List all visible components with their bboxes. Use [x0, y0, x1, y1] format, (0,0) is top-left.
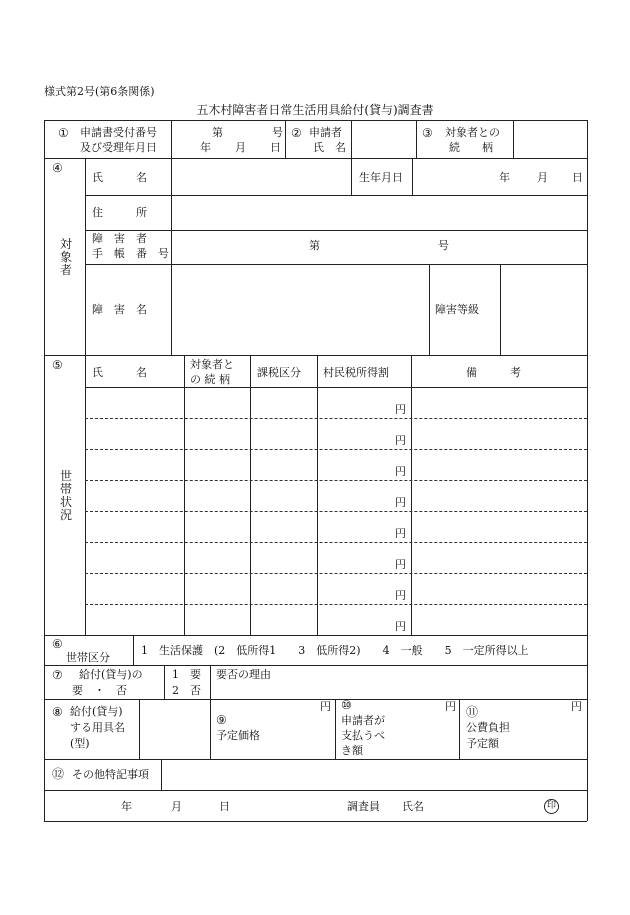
rule — [85, 573, 587, 574]
yen-unit-row-2: 円 — [395, 434, 406, 447]
rule — [44, 699, 587, 700]
col-relation-1: 対象者と — [190, 358, 234, 371]
planned-price-yen: 円 — [320, 700, 331, 713]
rule — [317, 355, 318, 635]
rule — [513, 120, 514, 158]
handbook-go-label: 号 — [438, 239, 449, 252]
col-village-tax: 村民税所得割 — [323, 366, 389, 379]
handbook-label-1: 障 害 者 — [92, 232, 147, 245]
rule — [500, 264, 501, 355]
necessity-reason-label: 要否の理由 — [216, 668, 271, 681]
table-top-border — [44, 120, 587, 121]
birthdate-label: 生年月日 — [359, 171, 403, 184]
necessity-option-yes: 1 要 — [172, 668, 201, 681]
rule — [85, 542, 587, 543]
rule — [85, 449, 587, 450]
section-4-number: ④ — [52, 161, 63, 175]
rule — [85, 604, 587, 605]
household-side-label: 世帯状況 — [60, 469, 73, 522]
rule — [44, 635, 587, 636]
applicant-payment-yen: 円 — [445, 700, 456, 713]
disability-grade-label: 障害等級 — [435, 303, 479, 316]
rule — [85, 387, 587, 388]
rule — [210, 699, 211, 759]
address-label: 住 所 — [92, 206, 147, 219]
month-label: 月 — [235, 141, 246, 154]
rule — [171, 158, 172, 355]
footer-month-label: 月 — [171, 800, 182, 813]
col-relation-2: の 続 柄 — [190, 373, 230, 386]
form-number: 様式第2号(第6条関係) — [44, 85, 155, 98]
rule — [85, 158, 86, 355]
section-9-number: ⑨ — [216, 713, 227, 727]
yen-unit-row-7: 円 — [395, 589, 406, 602]
yen-unit-row-5: 円 — [395, 527, 406, 540]
relation-label-2: 続 柄 — [449, 141, 493, 154]
disability-name-label: 障 害 名 — [92, 303, 147, 316]
yen-unit-row-1: 円 — [395, 403, 406, 416]
planned-price-label: 予定価格 — [216, 729, 260, 742]
rule — [85, 511, 587, 512]
birth-day-label: 日 — [572, 171, 583, 184]
table-bottom-border — [44, 821, 587, 822]
rule — [184, 355, 185, 635]
rule — [161, 759, 162, 790]
applicant-payment-label-3: き額 — [341, 744, 363, 757]
receipt-number-label: 申請書受付番号 — [80, 126, 157, 139]
necessity-label-2: 要 ・ 否 — [72, 684, 127, 697]
rule — [351, 120, 352, 158]
rule — [171, 120, 172, 158]
receipt-date-label: 及び受理年月日 — [80, 141, 157, 154]
section-11-number: ⑪ — [466, 705, 479, 719]
rule — [411, 355, 412, 635]
rule — [44, 665, 587, 666]
section-6-number: ⑥ — [52, 637, 63, 651]
rule — [85, 230, 587, 231]
rule — [44, 759, 587, 760]
day-label: 日 — [270, 141, 281, 154]
section-12-number: ⑫ — [52, 767, 65, 781]
rule — [85, 418, 587, 419]
dai-label: 第 — [212, 126, 223, 139]
rule — [85, 264, 587, 265]
yen-unit-row-8: 円 — [395, 620, 406, 633]
yen-unit-row-4: 円 — [395, 496, 406, 509]
birth-year-label: 年 — [499, 171, 510, 184]
section-1-number: ① — [58, 126, 69, 140]
rule — [85, 480, 587, 481]
section-2-number: ② — [291, 126, 302, 140]
rule — [412, 158, 413, 195]
device-model-label: (型) — [70, 737, 90, 750]
handbook-dai-label: 第 — [309, 239, 320, 252]
rule — [133, 635, 134, 665]
rule — [85, 355, 86, 635]
section-7-number: ⑦ — [52, 668, 63, 682]
page-title: 五木村障害者日常生活用具給付(貸与)調査書 — [196, 103, 434, 117]
col-remarks: 備 考 — [466, 366, 521, 379]
applicant-payment-label-2: 支払うべ — [341, 729, 385, 742]
section-3-number: ③ — [422, 126, 433, 140]
yen-unit-row-6: 円 — [395, 558, 406, 571]
footer-year-label: 年 — [121, 800, 132, 813]
year-label: 年 — [200, 141, 211, 154]
subject-name-label: 氏 名 — [92, 171, 147, 184]
public-burden-label-1: 公費負担 — [466, 721, 510, 734]
rule — [285, 120, 286, 158]
relation-label: 対象者との — [445, 126, 500, 139]
inspector-name-label: 調査員 氏名 — [347, 800, 424, 813]
applicant-payment-label-1: 申請者が — [341, 714, 385, 727]
applicant-name-label: 氏 名 — [313, 141, 346, 154]
rule — [85, 195, 587, 196]
section-10-number: ⑩ — [341, 698, 352, 712]
rule — [139, 699, 140, 759]
rule — [429, 264, 430, 355]
rule — [164, 665, 165, 699]
rule — [44, 355, 587, 356]
col-tax-category: 課税区分 — [257, 366, 301, 379]
table-right-border — [587, 120, 588, 821]
special-notes-label: その他特記事項 — [72, 768, 149, 781]
handbook-label-2: 手 帳 番 号 — [92, 247, 169, 260]
footer-day-label: 日 — [219, 800, 230, 813]
yen-unit-row-3: 円 — [395, 465, 406, 478]
applicant-label: 申請者 — [309, 126, 342, 139]
birth-month-label: 月 — [537, 171, 548, 184]
go-label: 号 — [272, 126, 283, 139]
table-left-border — [44, 120, 45, 821]
device-name-label-2: する用具名 — [70, 721, 125, 734]
rule — [459, 699, 460, 759]
household-category-options: 1 生活保護 (2 低所得1 3 低所得2) 4 一般 5 一定所得以上 — [141, 644, 529, 657]
public-burden-yen: 円 — [571, 700, 582, 713]
rule — [250, 355, 251, 635]
subject-side-label: 対象者 — [60, 237, 73, 277]
section-5-number: ⑤ — [52, 358, 63, 372]
rule — [44, 158, 587, 159]
device-name-label-1: 給付(貸与) — [70, 705, 123, 718]
necessity-label-1: 給付(貸与)の — [79, 668, 143, 681]
rule — [210, 665, 211, 699]
seal-mark: 印 — [544, 799, 559, 814]
rule — [351, 158, 352, 195]
col-member-name: 氏 名 — [92, 366, 147, 379]
public-burden-label-2: 予定額 — [466, 737, 499, 750]
household-category-label: 世帯区分 — [66, 651, 110, 664]
rule — [44, 790, 587, 791]
necessity-option-no: 2 否 — [172, 684, 201, 697]
rule — [416, 120, 417, 158]
section-8-number: ⑧ — [52, 705, 63, 719]
rule — [335, 699, 336, 759]
